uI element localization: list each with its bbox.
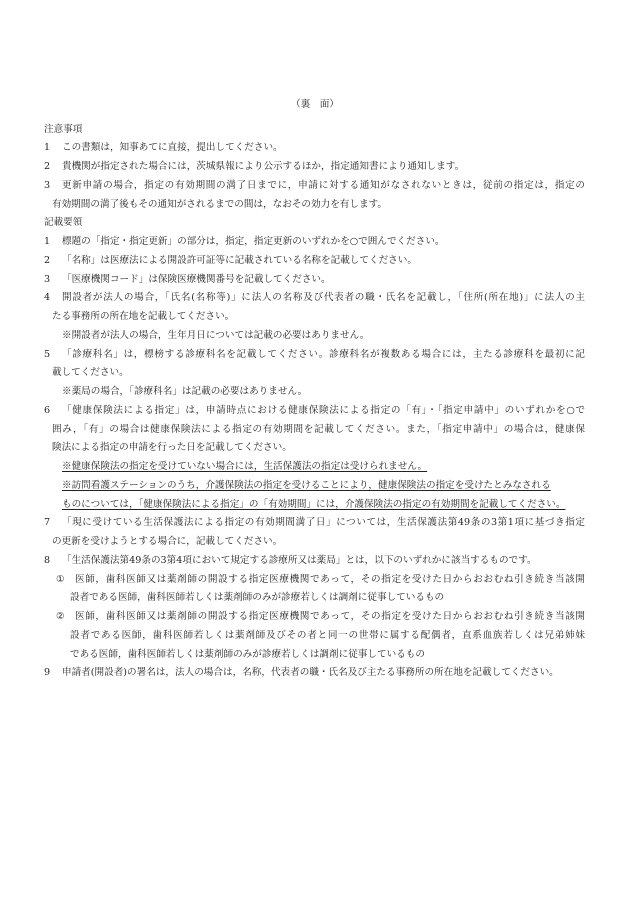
- instruction-item-5-continuation: 載してください。: [52, 367, 129, 379]
- item-number: 2: [44, 254, 51, 266]
- instruction-item-8-subitem-2: [44, 608, 585, 627]
- instruction-item-7: [44, 514, 585, 533]
- instruction-item-6-continuation: 囲み，「有」の場合は健康保険法による指定の有効期間を記載してください。また，「指定申請中」の場合は，健康保: [52, 423, 585, 435]
- underlined-note-text: ものについては，「健康保険法による指定」の「有効期間」には，介護保険法の指定の有効期間を記載してください。: [62, 498, 566, 510]
- subitem-2-continuation: である医師，歯科医師若しくは薬剤師のみが診療若しくは調剤に従事しているもの: [70, 648, 425, 660]
- item-number: 4: [44, 292, 51, 304]
- item-number: 2: [44, 161, 51, 173]
- item-number: 5: [44, 348, 51, 360]
- circled-number-2: ②: [56, 611, 65, 623]
- instruction-item-6-continuation: 険法による指定の申請を行った日を記載してください。: [52, 442, 292, 454]
- subitem-2-continuation: 設者である医師，歯科医師若しくは薬剤師及びその者と同一の世帯に属する配偶者，直系血族若しくは兄弟姉妹: [70, 629, 585, 641]
- item-text: 申請者(開設者)の署名は，法人の場合は，名称，代表者の職・氏名及び主たる事務所の所在地を記載してください。: [62, 667, 559, 679]
- instruction-item-4-continuation: たる事務所の所在地を記載してください。: [52, 311, 235, 323]
- instruction-item-6-note: [44, 496, 585, 515]
- item-number: 7: [44, 517, 51, 529]
- instruction-item-6-note: [44, 458, 585, 477]
- underlined-note-text: ※健康保険法の指定を受けていない場合には，生活保護法の指定は受けられません。: [62, 461, 428, 473]
- item-text: 「名称」は医療法による開設許可証等に記載されている名称を記載してください。: [62, 254, 417, 266]
- item-number: 8: [44, 554, 51, 566]
- notes-item-2: [44, 158, 585, 177]
- item-text: 「診療科名」は，標榜する診療科名を記載してください。診療科名が複数ある場合には，主たる診療科を最初に記: [62, 348, 585, 360]
- item-number: 3: [44, 273, 51, 285]
- instruction-item-9: [44, 664, 585, 683]
- notes-item-3-continuation: 有効期間の満了後もその通知がされるまでの間は，なおその効力を有します。: [52, 198, 388, 210]
- item-text: 開設者が法人の場合，「氏名(名称等)」に法人の名称及び代表者の職・氏名を記載し，「住所(所在地)」に法人の主: [62, 292, 585, 304]
- instruction-item-1: [44, 233, 585, 252]
- item-text: 「健康保険法による指定」は，申請時点における健康保険法による指定の「有」・「指定申請中」のいずれかを○で: [62, 404, 585, 416]
- notes-item-3: [44, 177, 585, 196]
- underlined-note-text: ※訪問看護ステーションのうち，介護保険法の指定を受けることにより，健康保険法の指定を受けたとみなされる: [62, 479, 551, 491]
- instruction-item-4: [44, 289, 585, 308]
- subitem-text: 医師，歯科医師又は薬剤師の開設する指定医療機関であって，その指定を受けた日からおおむね引き続き当該開: [75, 611, 585, 623]
- item-text: 貴機関が指定された場合には，茨城県報により公示するほか，指定通知書により通知します。: [62, 161, 465, 173]
- item-text: 「生活保護法第49条の3第4項において規定する診療所又は薬局」とは，以下のいずれかに該当するものです。: [62, 554, 537, 566]
- item-number: 3: [44, 179, 51, 191]
- notes-section-title: 注意事項: [44, 123, 83, 135]
- document-body: [44, 121, 585, 684]
- item-number: 9: [44, 667, 51, 679]
- circled-number-1: ①: [56, 573, 65, 585]
- instruction-item-6: [44, 402, 585, 421]
- instruction-item-5-note: ※薬局の場合，「診療科名」は記載の必要はありません。: [62, 386, 308, 398]
- page-heading: （裏 面）: [291, 99, 339, 110]
- instruction-item-2: [44, 252, 585, 271]
- instruction-item-7-continuation: の更新を受けようとする場合に，記載してください。: [52, 536, 283, 548]
- notes-item-1: [44, 139, 585, 158]
- item-text: この書類は，知事あてに直接，提出してください。: [62, 142, 283, 154]
- subitem-text: 医師，歯科医師又は薬剤師の開設する指定医療機関であって，その指定を受けた日からおおむね引き続き当該開: [75, 573, 585, 585]
- instruction-item-6-note: [44, 477, 585, 496]
- item-number: 6: [44, 404, 51, 416]
- instruction-item-4-note: ※開設者が法人の場合，生年月日については記載の必要はありません。: [62, 329, 370, 341]
- item-text: 「現に受けている生活保護法による指定の有効期間満了日」については，生活保護法第49条の3第1項に基づき指定: [62, 517, 585, 529]
- item-number: 1: [44, 236, 51, 248]
- instruction-item-3: [44, 271, 585, 290]
- instructions-section-title: 記載要領: [44, 217, 83, 229]
- item-text: 更新申請の場合，指定の有効期間の満了日までに，申請に対する通知がなされないときは，従前の指定は，指定の: [62, 179, 585, 191]
- instruction-item-5: [44, 346, 585, 365]
- item-text: 「医療機関コード」は保険医療機関番号を記載してください。: [62, 273, 331, 285]
- subitem-1-continuation: 設者である医師，歯科医師若しくは薬剤師のみが診療若しくは調剤に従事しているもの: [70, 592, 445, 604]
- instruction-item-8: [44, 552, 585, 571]
- item-number: 1: [44, 142, 51, 154]
- instruction-item-8-subitem-1: [44, 571, 585, 590]
- item-text: 標題の「指定・指定更新」の部分は，指定，指定更新のいずれかを○で囲んでください。: [62, 236, 445, 248]
